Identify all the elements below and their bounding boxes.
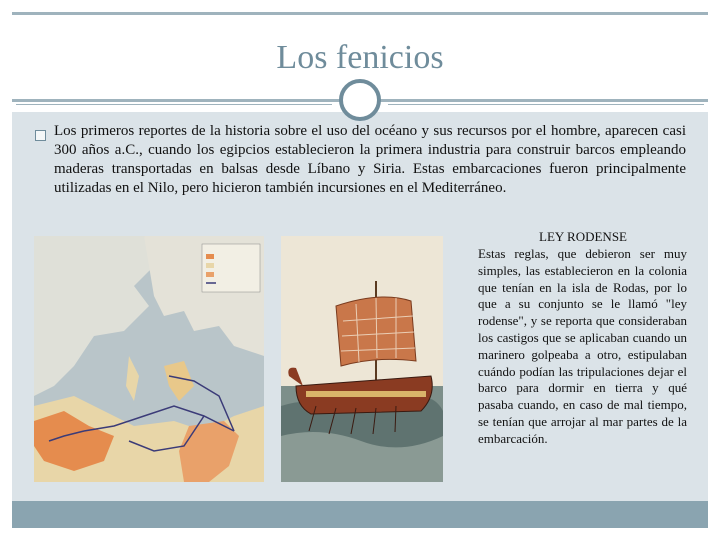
slide-title: Los fenicios [276,39,444,76]
divider-line-left [16,104,332,105]
circle-ornament-icon [339,79,381,121]
mediterranean-map-image [34,236,264,482]
phoenician-ship-image [281,236,443,482]
bullet-icon [35,130,46,141]
main-paragraph: Los primeros reportes de la historia sobre el uso del océano y sus recursos por el hombre, aparecen casi 300 años a.C., cuando los egipcios establecieron la primera industria para construir barcos empleando maderas transportadas en balsas desde Líbano y Siria. Estas embarcaciones fueron principalmente utilizadas en el Nilo, pero hicieron también incursiones en el Mediterráneo. [54,123,686,196]
divider-line-right [388,104,704,105]
bottom-bar [12,501,708,528]
ley-rodense-heading: LEY RODENSE [539,229,627,244]
ley-rodense-text: Estas reglas, que debieron ser muy simples, las establecieron en la colonia que tenían en la isla de Rodas, por lo que a su conjunto se le llamó "ley rodense", y se reporta que consideraban los castigos que se aplicaban cuando un marinero golpeaba a otro, estipulaban cuándo podían las tripulaciones dejar el barco para dormir en tierra y qué pasaba cuando, en caso de mal tiempo, se tenían que arrojar al mar partes de la embarcación. [478,246,687,446]
